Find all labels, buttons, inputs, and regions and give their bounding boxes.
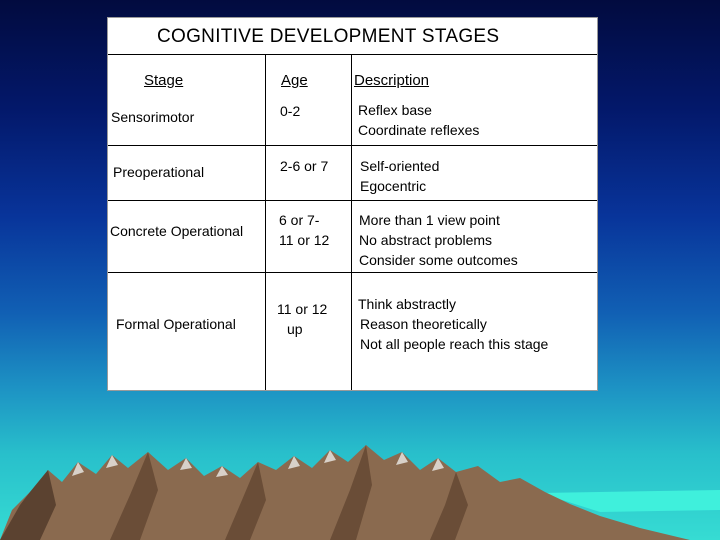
row-age [279,210,329,250]
row-age: 2-6 or 7 [280,158,329,174]
description-line: No abstract problems [359,232,493,248]
row-age [277,299,327,339]
description-line: Self-oriented [360,158,440,174]
table-rule [265,54,266,390]
description-line: Egocentric [360,178,427,194]
row-description [360,156,439,196]
row-description [358,100,479,140]
row-description [359,210,518,270]
row-stage: Concrete Operational [110,223,244,239]
age-line: 11 or 12 [277,301,328,317]
row-stage: Preoperational [113,164,205,180]
table-rule [351,54,352,390]
table-title: COGNITIVE DEVELOPMENT STAGES [157,26,500,47]
row-description [358,294,548,354]
age-line: 11 or 12 [279,232,330,248]
header-description: Description [354,72,430,89]
description-line: Reflex base [358,102,432,118]
description-line: Reason theoretically [360,316,487,332]
description-line: Not all people reach this stage [360,336,549,352]
description-line: Think abstractly [358,296,457,312]
table-rule [108,200,597,201]
description-line: Coordinate reflexes [358,122,480,138]
table-rule [108,145,597,146]
age-line: up [287,321,303,337]
row-age: 0-2 [280,103,301,119]
age-line: 6 or 7- [279,212,320,228]
header-stage: Stage [144,72,184,89]
header-age: Age [281,72,308,89]
table-rule [108,272,597,273]
table-rule [108,54,597,55]
description-line: Consider some outcomes [359,252,518,268]
description-line: More than 1 view point [359,212,500,228]
row-stage: Formal Operational [116,316,236,332]
stages-table [107,17,598,391]
row-stage: Sensorimotor [111,109,195,125]
